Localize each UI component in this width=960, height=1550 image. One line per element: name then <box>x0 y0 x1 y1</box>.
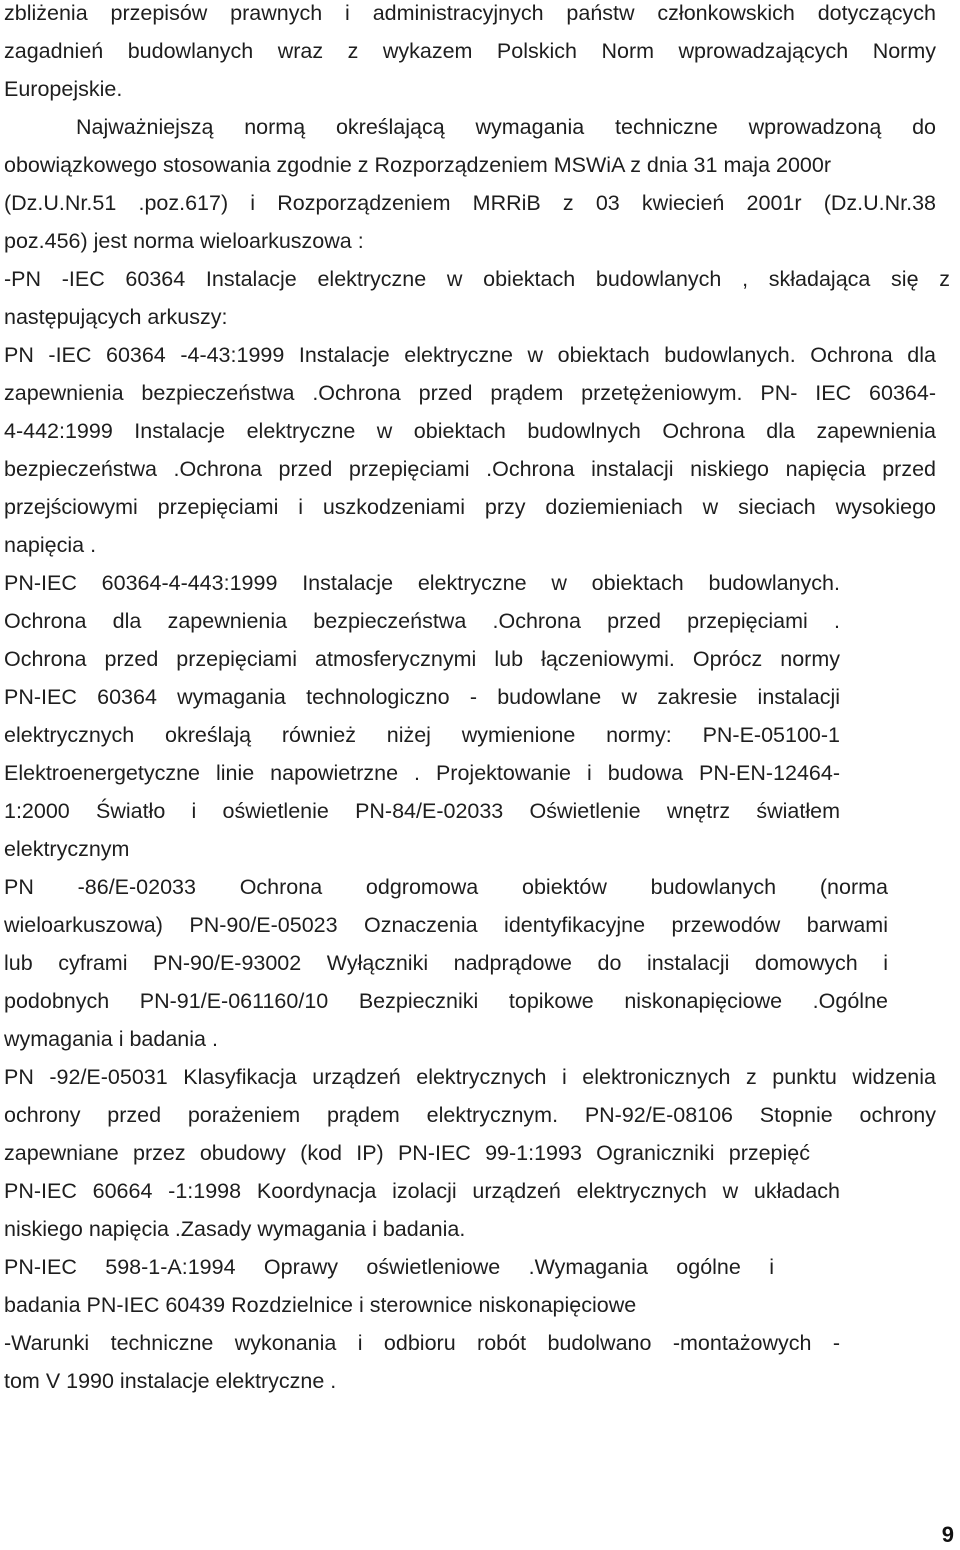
text-line: elektrycznym <box>4 837 130 861</box>
text-line: -PN -IEC 60364 Instalacje elektryczne w obiektach budowlanych , składająca się z <box>4 267 950 291</box>
text-line: zapewniane przez obudowy (kod IP) PN-IEC 99-1:1993 Ograniczniki przepięć <box>4 1141 810 1165</box>
text-line: -Warunki techniczne wykonania i odbioru robót budolwano -montażowych - <box>4 1331 840 1355</box>
text-line: obowiązkowego stosowania zgodnie z Rozporządzeniem MSWiA z dnia 31 maja 2000r <box>4 153 832 177</box>
text-line: ochrony przed porażeniem prądem elektrycznym. PN-92/E-08106 Stopnie ochrony <box>4 1103 936 1127</box>
text-line: poz.456) jest norma wieloarkuszowa : <box>4 229 364 253</box>
text-line: Ochrona dla zapewnienia bezpieczeństwa .Ochrona przed przepięciami . <box>4 609 840 633</box>
text-line: PN -92/E-05031 Klasyfikacja urządzeń elektrycznych i elektronicznych z punktu widzenia <box>4 1065 936 1089</box>
text-line: (Dz.U.Nr.51 .poz.617) i Rozporządzeniem MRRiB z 03 kwiecień 2001r (Dz.U.Nr.38 <box>4 191 936 215</box>
text-line: PN -86/E-02033 Ochrona odgromowa obiektów budowlanych (norma <box>4 875 888 899</box>
text-line: napięcia . <box>4 533 97 557</box>
text-line: przejściowymi przepięciami i uszkodzeniami przy doziemieniach w sieciach wysokiego <box>4 495 936 519</box>
text-line: wieloarkuszowa) PN-90/E-05023 Oznaczenia identyfikacyjne przewodów barwami <box>4 913 888 937</box>
text-line: 1:2000 Światło i oświetlenie PN-84/E-02033 Oświetlenie wnętrz światłem <box>4 799 840 823</box>
text-line: 4-442:1999 Instalacje elektryczne w obiektach budowlnych Ochrona dla zapewnienia <box>4 419 936 443</box>
text-line: zbliżenia przepisów prawnych i administracyjnych państw członkowskich dotyczących <box>4 1 936 25</box>
text-line: elektrycznych określają również niżej wymienione normy: PN-E-05100-1 <box>4 723 840 747</box>
text-line: PN-IEC 60364-4-443:1999 Instalacje elektryczne w obiektach budowlanych. <box>4 571 840 595</box>
text-line: Europejskie. <box>4 77 123 101</box>
text-line: lub cyframi PN-90/E-93002 Wyłączniki nadprądowe do instalacji domowych i <box>4 951 888 975</box>
text-line: Ochrona przed przepięciami atmosferycznymi lub łączeniowymi. Oprócz normy <box>4 647 840 671</box>
text-line: Najważniejszą normą określającą wymagania techniczne wprowadzoną do <box>76 115 936 139</box>
text-line: PN-IEC 60664 -1:1998 Koordynacja izolacji urządzeń elektrycznych w układach <box>4 1179 840 1203</box>
text-line: zapewnienia bezpieczeństwa .Ochrona przed prądem przetężeniowym. PN- IEC 60364- <box>4 381 936 405</box>
text-line: tom V 1990 instalacje elektryczne . <box>4 1369 337 1393</box>
text-line: podobnych PN-91/E-061160/10 Bezpieczniki topikowe niskonapięciowe .Ogólne <box>4 989 888 1013</box>
text-line: badania PN-IEC 60439 Rozdzielnice i sterownice niskonapięciowe <box>4 1293 637 1317</box>
text-line: bezpieczeństwa .Ochrona przed przepięciami .Ochrona instalacji niskiego napięcia przed <box>4 457 936 481</box>
text-line: wymagania i badania . <box>4 1027 218 1051</box>
page-number: 9 <box>941 1522 954 1547</box>
text-line: Elektroenergetyczne linie napowietrzne . Projektowanie i budowa PN-EN-12464- <box>4 761 840 785</box>
text-line: PN -IEC 60364 -4-43:1999 Instalacje elektryczne w obiektach budowlanych. Ochrona dla <box>4 343 936 367</box>
text-line: PN-IEC 598-1-A:1994 Oprawy oświetleniowe .Wymagania ogólne i <box>4 1255 774 1279</box>
text-line: zagadnień budowlanych wraz z wykazem Polskich Norm wprowadzających Normy <box>4 39 936 63</box>
text-line: niskiego napięcia .Zasady wymagania i badania. <box>4 1217 466 1241</box>
text-line: PN-IEC 60364 wymagania technologiczno - budowlane w zakresie instalacji <box>4 685 840 709</box>
text-line: następujących arkuszy: <box>4 305 228 329</box>
